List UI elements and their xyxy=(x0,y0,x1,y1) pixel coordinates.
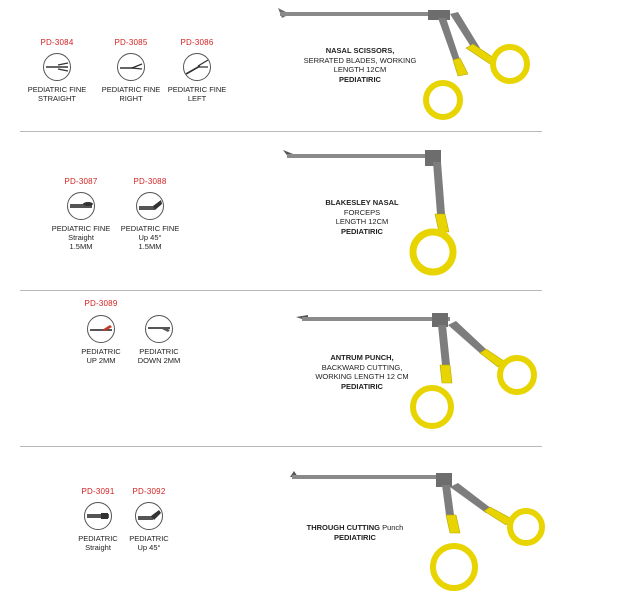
variant-label: PEDIATRIC Up 45° xyxy=(129,534,169,552)
tip-detail-straight-icon xyxy=(43,53,71,81)
product-title: THROUGH CUTTING xyxy=(306,523,380,532)
tip-detail-straight-icon xyxy=(67,192,95,220)
product-code: PD-3091 xyxy=(81,487,115,496)
pediatric-tag: PEDIATIRIC xyxy=(339,74,381,84)
variant-label: PEDIATRIC FINE RIGHT xyxy=(101,85,161,103)
product-specs: SERRATED BLADES, WORKING LENGTH 12CM xyxy=(303,55,417,74)
variant-label: PEDIATRIC UP 2MM xyxy=(81,347,121,365)
product-code: PD-3085 xyxy=(114,38,148,47)
variant-pd-3089 xyxy=(58,299,144,308)
pediatric-tag: PEDIATIRIC xyxy=(341,381,383,391)
product-section-antrum-punch xyxy=(0,291,619,444)
product-title: ANTRUM PUNCH, xyxy=(330,353,394,362)
tip-detail-up-icon xyxy=(136,192,164,220)
product-title: BLAKESLEY NASAL xyxy=(325,198,399,207)
variant-label: PEDIATRIC FINE STRAIGHT xyxy=(27,85,87,103)
variant-pd-3086 xyxy=(154,38,240,103)
antrum-punch-image xyxy=(292,309,562,439)
product-section-nasal-scissors xyxy=(0,0,619,130)
tip-detail-up-icon xyxy=(87,315,115,343)
pediatric-tag: PEDIATIRIC xyxy=(334,532,376,542)
product-specs: BACKWARD CUTTING, WORKING LENGTH 12 CM xyxy=(315,362,409,381)
tip-detail-down-icon xyxy=(145,315,173,343)
variant-label: PEDIATRIC FINE Straight 1.5MM xyxy=(51,224,111,251)
variant-label: PEDIATRIC Straight xyxy=(78,534,118,552)
product-code: PD-3088 xyxy=(133,177,167,186)
pediatric-tag: PEDIATIRIC xyxy=(341,226,383,236)
product-code: PD-3089 xyxy=(84,299,118,308)
nasal-scissors-image xyxy=(268,0,538,125)
variant-down-2mm xyxy=(116,309,202,365)
blakesley-forceps-image xyxy=(275,144,485,279)
product-specs: Punch xyxy=(382,523,404,532)
product-code: PD-3092 xyxy=(132,487,166,496)
product-code: PD-3086 xyxy=(180,38,214,47)
variant-pd-3092 xyxy=(106,487,192,552)
product-title: NASAL SCISSORS, xyxy=(325,46,395,55)
tip-detail-up-icon xyxy=(135,502,163,530)
variant-label: PEDIATRIC DOWN 2MM xyxy=(137,347,181,365)
variant-label: PEDIATRIC FINE Up 45° 1.5MM xyxy=(120,224,180,251)
tip-detail-left-icon xyxy=(183,53,211,81)
product-code: PD-3087 xyxy=(64,177,98,186)
through-cutting-punch-image xyxy=(286,469,566,593)
product-code: PD-3084 xyxy=(40,38,74,47)
variant-pd-3088 xyxy=(107,177,193,251)
variant-label: PEDIATRIC FINE LEFT xyxy=(167,85,227,103)
tip-detail-right-icon xyxy=(117,53,145,81)
product-section-blakesley xyxy=(0,132,619,287)
product-section-through-cutting xyxy=(0,447,619,593)
product-specs: FORCEPS LENGTH 12CM xyxy=(335,207,389,226)
